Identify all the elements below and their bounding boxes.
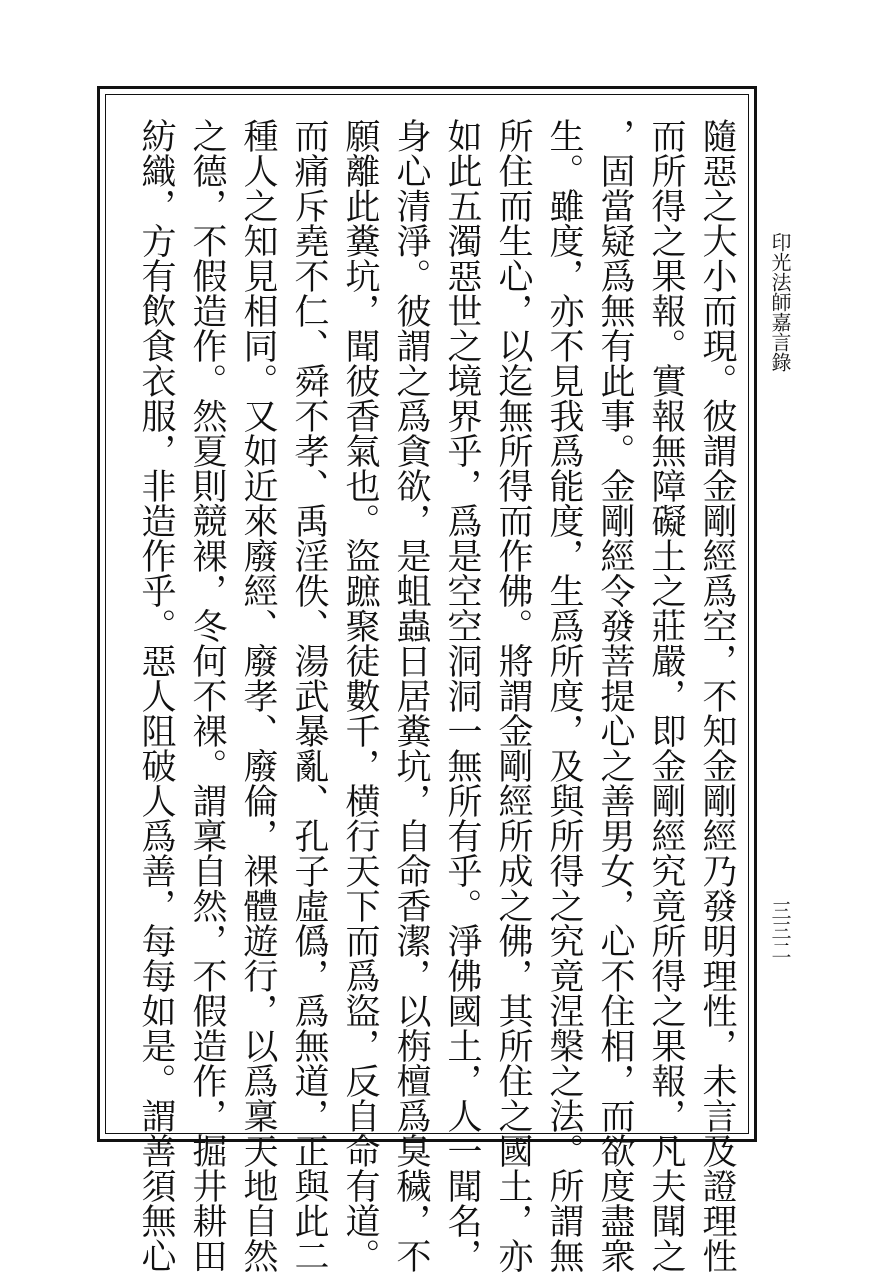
text-column-2: 而所得之果報。實報無障礙土之莊嚴，即金剛經究竟所得之果報，凡夫聞之 [646,118,686,1273]
text-column-5: 所住而生心，以迄無所得而作佛。將謂金剛經所成之佛，其所住之國土，亦 [493,118,533,1273]
text-column-4: 生。雖度，亦不見我爲能度，生爲所度，及與所得之究竟涅槃之法。所謂無 [544,118,584,1273]
text-column-10: 種人之知見相同。又如近來廢經、廢孝、廢倫，裸體遊行，以爲稟天地自然 [238,118,278,1273]
text-column-11: 之德，不假造作。然夏則競裸，冬何不裸。謂稟自然，不假造作，掘井耕田 [187,118,227,1273]
text-column-6: 如此五濁惡世之境界乎，爲是空空洞洞一無所有乎。淨佛國土，人一聞名， [442,118,482,1273]
text-column-7: 身心清淨。彼謂之爲貪欲，是蛆蟲日居糞坑，自命香潔，以栴檀爲臭穢，不 [391,118,431,1273]
page-number: 三三二 [768,900,792,960]
running-title: 印光法師嘉言錄 [768,232,792,372]
text-column-8: 願離此糞坑，聞彼香氣也。盜蹠聚徒數千，横行天下而爲盜，反自命有道。 [340,118,380,1273]
text-column-9: 而痛斥堯不仁、舜不孝、禹淫佚、湯武暴亂、孔子虛僞，爲無道，正與此二 [289,118,329,1273]
text-column-1: 隨惡之大小而現。彼謂金剛經爲空，不知金剛經乃發明理性，未言及證理性 [697,118,737,1273]
text-column-12: 紡織，方有飲食衣服，非造作乎。惡人阻破人爲善，每每如是。謂善須無心 [136,118,176,1273]
text-column-3: ，固當疑爲無有此事。金剛經令發菩提心之善男女，心不住相，而欲度盡衆 [595,118,635,1273]
